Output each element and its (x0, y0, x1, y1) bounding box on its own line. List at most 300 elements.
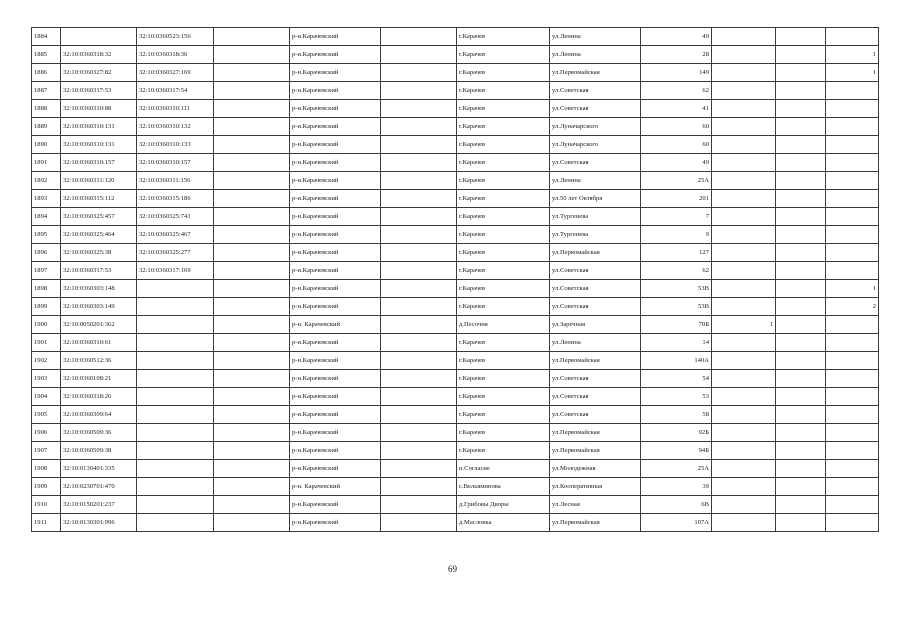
settlement-cell: г.Карачев (457, 172, 550, 190)
object-cadastral-number-cell: 32:10:0360325:741 (137, 208, 214, 226)
district-cell: р-н. Карачевский (290, 478, 381, 496)
empty-cell (776, 478, 826, 496)
empty-cell (381, 496, 457, 514)
cadastral-number-cell: 32:10:0360310:131 (61, 136, 137, 154)
settlement-cell: г.Карачев (457, 82, 550, 100)
empty-cell (214, 478, 290, 496)
street-cell: ул.Тургенева (550, 226, 641, 244)
empty-cell (776, 370, 826, 388)
object-cadastral-number-cell (137, 316, 214, 334)
row-number-cell: 1900 (32, 316, 61, 334)
street-cell: ул.Советская (550, 388, 641, 406)
empty-cell (214, 46, 290, 64)
table-row (32, 406, 879, 424)
row-number-cell: 1908 (32, 460, 61, 478)
cadastral-number-cell: 32:10:0360311:120 (61, 172, 137, 190)
house-number-cell: 58 (641, 406, 712, 424)
empty-cell (381, 370, 457, 388)
empty-cell (214, 190, 290, 208)
empty-cell (214, 244, 290, 262)
settlement-cell: п.Согласие (457, 460, 550, 478)
row-number-cell: 1896 (32, 244, 61, 262)
house-number-cell: 6В (641, 496, 712, 514)
cadastral-number-cell: 32:10:0360317:53 (61, 262, 137, 280)
apartment-number-cell (826, 208, 879, 226)
district-cell: р-н. Карачевский (290, 316, 381, 334)
extra-value-cell (712, 118, 776, 136)
street-cell: ул.Ленина (550, 28, 641, 46)
cadastral-number-cell: 32:10:0360309:64 (61, 406, 137, 424)
house-number-cell: 60 (641, 136, 712, 154)
extra-value-cell (712, 244, 776, 262)
table-row (32, 154, 879, 172)
table-row (32, 244, 879, 262)
house-number-cell: 149 (641, 64, 712, 82)
cadastral-number-cell (61, 28, 137, 46)
table-row (32, 226, 879, 244)
object-cadastral-number-cell (137, 334, 214, 352)
house-number-cell: 140А (641, 352, 712, 370)
apartment-number-cell (826, 460, 879, 478)
empty-cell (776, 226, 826, 244)
row-number-cell: 1904 (32, 388, 61, 406)
settlement-cell: г.Карачев (457, 190, 550, 208)
empty-cell (776, 154, 826, 172)
apartment-number-cell (826, 82, 879, 100)
table-row (32, 118, 879, 136)
object-cadastral-number-cell (137, 460, 214, 478)
object-cadastral-number-cell (137, 406, 214, 424)
extra-value-cell (712, 154, 776, 172)
settlement-cell: с.Вельяминова (457, 478, 550, 496)
street-cell: ул.Первомайская (550, 244, 641, 262)
apartment-number-cell (826, 406, 879, 424)
table-row (32, 28, 879, 46)
apartment-number-cell (826, 316, 879, 334)
district-cell: р-н.Карачевский (290, 514, 381, 532)
registry-table (31, 27, 879, 532)
street-cell: ул.Советская (550, 406, 641, 424)
empty-cell (214, 208, 290, 226)
object-cadastral-number-cell (137, 514, 214, 532)
empty-cell (381, 64, 457, 82)
settlement-cell: г.Карачев (457, 226, 550, 244)
extra-value-cell (712, 64, 776, 82)
house-number-cell: 53В (641, 280, 712, 298)
extra-value-cell (712, 406, 776, 424)
district-cell: р-н.Карачевский (290, 64, 381, 82)
table-row (32, 136, 879, 154)
empty-cell (776, 442, 826, 460)
object-cadastral-number-cell: 32:10:0360310:132 (137, 118, 214, 136)
empty-cell (776, 136, 826, 154)
extra-value-cell (712, 172, 776, 190)
house-number-cell: 53В (641, 298, 712, 316)
district-cell: р-н.Карачевский (290, 226, 381, 244)
table-row (32, 352, 879, 370)
apartment-number-cell (826, 172, 879, 190)
empty-cell (381, 154, 457, 172)
settlement-cell: г.Карачев (457, 28, 550, 46)
settlement-cell: г.Карачев (457, 334, 550, 352)
extra-value-cell (712, 46, 776, 64)
empty-cell (776, 190, 826, 208)
object-cadastral-number-cell (137, 424, 214, 442)
extra-value-cell (712, 424, 776, 442)
district-cell: р-н.Карачевский (290, 154, 381, 172)
settlement-cell: г.Карачев (457, 370, 550, 388)
cadastral-number-cell: 32:10:0130301:996 (61, 514, 137, 532)
empty-cell (214, 262, 290, 280)
house-number-cell: 107А (641, 514, 712, 532)
street-cell: ул.Луначарского (550, 136, 641, 154)
district-cell: р-н.Карачевский (290, 334, 381, 352)
empty-cell (381, 172, 457, 190)
row-number-cell: 1911 (32, 514, 61, 532)
empty-cell (776, 406, 826, 424)
cadastral-number-cell: 32:10:0360315:112 (61, 190, 137, 208)
apartment-number-cell (826, 388, 879, 406)
street-cell: ул.Советская (550, 298, 641, 316)
empty-cell (381, 262, 457, 280)
empty-cell (214, 352, 290, 370)
empty-cell (214, 298, 290, 316)
empty-cell (214, 136, 290, 154)
district-cell: р-н.Карачевский (290, 496, 381, 514)
apartment-number-cell (826, 442, 879, 460)
empty-cell (214, 64, 290, 82)
extra-value-cell: 1 (712, 316, 776, 334)
apartment-number-cell (826, 244, 879, 262)
house-number-cell: 14 (641, 334, 712, 352)
house-number-cell: 49 (641, 154, 712, 172)
row-number-cell: 1884 (32, 28, 61, 46)
apartment-number-cell (826, 226, 879, 244)
empty-cell (776, 28, 826, 46)
object-cadastral-number-cell (137, 370, 214, 388)
settlement-cell: г.Карачев (457, 100, 550, 118)
cadastral-number-cell: 32:10:0360327:82 (61, 64, 137, 82)
street-cell: ул.Первомайская (550, 514, 641, 532)
apartment-number-cell (826, 136, 879, 154)
cadastral-number-cell: 32:10:0360303:148 (61, 280, 137, 298)
apartment-number-cell: 2 (826, 298, 879, 316)
table-row (32, 172, 879, 190)
empty-cell (381, 226, 457, 244)
empty-cell (214, 118, 290, 136)
table-row (32, 478, 879, 496)
street-cell: ул.Заречная (550, 316, 641, 334)
cadastral-number-cell: 32:10:0360318:26 (61, 388, 137, 406)
table-row (32, 280, 879, 298)
empty-cell (381, 190, 457, 208)
extra-value-cell (712, 208, 776, 226)
cadastral-number-cell: 32:10:0360325:457 (61, 208, 137, 226)
extra-value-cell (712, 460, 776, 478)
empty-cell (776, 172, 826, 190)
row-number-cell: 1894 (32, 208, 61, 226)
cadastral-number-cell: 32:10:0360325:464 (61, 226, 137, 244)
row-number-cell: 1895 (32, 226, 61, 244)
row-number-cell: 1907 (32, 442, 61, 460)
house-number-cell: 62 (641, 262, 712, 280)
row-number-cell: 1897 (32, 262, 61, 280)
empty-cell (214, 370, 290, 388)
extra-value-cell (712, 190, 776, 208)
table-row (32, 460, 879, 478)
object-cadastral-number-cell: 32:10:0360318:36 (137, 46, 214, 64)
object-cadastral-number-cell (137, 352, 214, 370)
row-number-cell: 1887 (32, 82, 61, 100)
row-number-cell: 1902 (32, 352, 61, 370)
empty-cell (381, 514, 457, 532)
extra-value-cell (712, 100, 776, 118)
row-number-cell: 1903 (32, 370, 61, 388)
empty-cell (776, 352, 826, 370)
apartment-number-cell (826, 514, 879, 532)
apartment-number-cell (826, 424, 879, 442)
settlement-cell: г.Карачев (457, 424, 550, 442)
cadastral-number-cell: 32:10:0360108:21 (61, 370, 137, 388)
object-cadastral-number-cell: 32:10:0360325:467 (137, 226, 214, 244)
empty-cell (214, 514, 290, 532)
table-row (32, 424, 879, 442)
empty-cell (381, 244, 457, 262)
cadastral-number-cell: 32:10:0360509:38 (61, 442, 137, 460)
street-cell: ул.Лесная (550, 496, 641, 514)
district-cell: р-н.Карачевский (290, 460, 381, 478)
object-cadastral-number-cell (137, 478, 214, 496)
empty-cell (381, 298, 457, 316)
extra-value-cell (712, 28, 776, 46)
cadastral-number-cell: 32:10:0360325:38 (61, 244, 137, 262)
empty-cell (381, 280, 457, 298)
apartment-number-cell (826, 190, 879, 208)
empty-cell (214, 460, 290, 478)
row-number-cell: 1906 (32, 424, 61, 442)
apartment-number-cell: 1 (826, 280, 879, 298)
apartment-number-cell (826, 28, 879, 46)
empty-cell (776, 244, 826, 262)
cadastral-number-cell: 32:10:0130401:335 (61, 460, 137, 478)
empty-cell (381, 82, 457, 100)
street-cell: ул.Советская (550, 262, 641, 280)
settlement-cell: г.Карачев (457, 388, 550, 406)
house-number-cell: 127 (641, 244, 712, 262)
street-cell: ул.Первомайская (550, 352, 641, 370)
house-number-cell: 7 (641, 208, 712, 226)
extra-value-cell (712, 352, 776, 370)
empty-cell (214, 226, 290, 244)
district-cell: р-н.Карачевский (290, 406, 381, 424)
row-number-cell: 1888 (32, 100, 61, 118)
settlement-cell: г.Карачев (457, 262, 550, 280)
row-number-cell: 1889 (32, 118, 61, 136)
row-number-cell: 1886 (32, 64, 61, 82)
extra-value-cell (712, 226, 776, 244)
cadastral-number-cell: 32:10:0150201:237 (61, 496, 137, 514)
table-row (32, 316, 879, 334)
settlement-cell: г.Карачев (457, 64, 550, 82)
object-cadastral-number-cell: 32:10:0360325:277 (137, 244, 214, 262)
district-cell: р-н.Карачевский (290, 82, 381, 100)
apartment-number-cell (826, 352, 879, 370)
row-number-cell: 1892 (32, 172, 61, 190)
house-number-cell: 201 (641, 190, 712, 208)
cadastral-number-cell: 32:10:0360509:36 (61, 424, 137, 442)
object-cadastral-number-cell: 32:10:0360311:156 (137, 172, 214, 190)
extra-value-cell (712, 82, 776, 100)
object-cadastral-number-cell: 32:10:0360317:54 (137, 82, 214, 100)
row-number-cell: 1891 (32, 154, 61, 172)
empty-cell (214, 316, 290, 334)
empty-cell (776, 262, 826, 280)
empty-cell (214, 280, 290, 298)
house-number-cell: 60 (641, 118, 712, 136)
district-cell: р-н.Карачевский (290, 28, 381, 46)
settlement-cell: г.Карачев (457, 154, 550, 172)
street-cell: ул.Ленина (550, 334, 641, 352)
table-row (32, 190, 879, 208)
object-cadastral-number-cell: 32:10:0360317:169 (137, 262, 214, 280)
house-number-cell: 53 (641, 388, 712, 406)
empty-cell (381, 136, 457, 154)
empty-cell (381, 352, 457, 370)
object-cadastral-number-cell: 32:10:0360327:169 (137, 64, 214, 82)
cadastral-number-cell: 32:10:0360318:32 (61, 46, 137, 64)
empty-cell (214, 406, 290, 424)
empty-cell (381, 388, 457, 406)
street-cell: ул.Советская (550, 100, 641, 118)
settlement-cell: г.Карачев (457, 352, 550, 370)
settlement-cell: г.Карачев (457, 208, 550, 226)
cadastral-number-cell: 32:10:0360310:88 (61, 100, 137, 118)
page-number: 69 (448, 564, 457, 574)
house-number-cell: 41 (641, 100, 712, 118)
district-cell: р-н.Карачевский (290, 298, 381, 316)
house-number-cell: 94Б (641, 442, 712, 460)
table-row (32, 370, 879, 388)
district-cell: р-н.Карачевский (290, 280, 381, 298)
object-cadastral-number-cell: 32:10:0360315:186 (137, 190, 214, 208)
apartment-number-cell (826, 154, 879, 172)
extra-value-cell (712, 370, 776, 388)
empty-cell (214, 172, 290, 190)
settlement-cell: г.Карачев (457, 442, 550, 460)
house-number-cell: 9 (641, 226, 712, 244)
apartment-number-cell (826, 118, 879, 136)
object-cadastral-number-cell (137, 388, 214, 406)
object-cadastral-number-cell: 32:10:0360310:133 (137, 136, 214, 154)
empty-cell (214, 496, 290, 514)
apartment-number-cell: 1 (826, 64, 879, 82)
empty-cell (776, 208, 826, 226)
apartment-number-cell (826, 496, 879, 514)
empty-cell (776, 298, 826, 316)
district-cell: р-н.Карачевский (290, 136, 381, 154)
house-number-cell: 28 (641, 46, 712, 64)
object-cadastral-number-cell (137, 442, 214, 460)
street-cell: ул.Первомайская (550, 442, 641, 460)
district-cell: р-н.Карачевский (290, 262, 381, 280)
empty-cell (214, 424, 290, 442)
street-cell: ул.Ленина (550, 46, 641, 64)
district-cell: р-н.Карачевский (290, 244, 381, 262)
empty-cell (381, 406, 457, 424)
table-row (32, 388, 879, 406)
district-cell: р-н.Карачевский (290, 352, 381, 370)
table-row (32, 514, 879, 532)
table-row (32, 82, 879, 100)
row-number-cell: 1909 (32, 478, 61, 496)
empty-cell (214, 28, 290, 46)
extra-value-cell (712, 298, 776, 316)
table-row (32, 298, 879, 316)
house-number-cell: 39 (641, 478, 712, 496)
object-cadastral-number-cell: 32:10:0360310:157 (137, 154, 214, 172)
settlement-cell: г.Карачев (457, 244, 550, 262)
row-number-cell: 1893 (32, 190, 61, 208)
empty-cell (381, 334, 457, 352)
empty-cell (381, 46, 457, 64)
row-number-cell: 1885 (32, 46, 61, 64)
settlement-cell: д.Грибовы Дворы (457, 496, 550, 514)
street-cell: ул.Советская (550, 82, 641, 100)
district-cell: р-н.Карачевский (290, 424, 381, 442)
settlement-cell: г.Карачев (457, 406, 550, 424)
empty-cell (214, 154, 290, 172)
house-number-cell: 25А (641, 460, 712, 478)
empty-cell (381, 424, 457, 442)
apartment-number-cell: 1 (826, 46, 879, 64)
row-number-cell: 1898 (32, 280, 61, 298)
extra-value-cell (712, 136, 776, 154)
house-number-cell: 92Б (641, 424, 712, 442)
empty-cell (381, 28, 457, 46)
settlement-cell: г.Карачев (457, 136, 550, 154)
street-cell: ул.Кооперативная (550, 478, 641, 496)
table-row (32, 208, 879, 226)
settlement-cell: д.Масловка (457, 514, 550, 532)
empty-cell (381, 478, 457, 496)
house-number-cell: 70Б (641, 316, 712, 334)
street-cell: ул.Ленина (550, 172, 641, 190)
empty-cell (214, 388, 290, 406)
empty-cell (214, 334, 290, 352)
extra-value-cell (712, 478, 776, 496)
empty-cell (214, 442, 290, 460)
street-cell: ул.Тургенева (550, 208, 641, 226)
cadastral-number-cell: 32:10:0050201:362 (61, 316, 137, 334)
cadastral-number-cell: 32:10:0360310:131 (61, 118, 137, 136)
extra-value-cell (712, 514, 776, 532)
apartment-number-cell (826, 478, 879, 496)
empty-cell (381, 460, 457, 478)
street-cell: ул.Советская (550, 370, 641, 388)
cadastral-number-cell: 32:10:0360303:149 (61, 298, 137, 316)
apartment-number-cell (826, 370, 879, 388)
street-cell: ул.Первомайская (550, 424, 641, 442)
object-cadastral-number-cell (137, 496, 214, 514)
empty-cell (214, 82, 290, 100)
cadastral-number-cell: 32:10:0360512:36 (61, 352, 137, 370)
row-number-cell: 1901 (32, 334, 61, 352)
district-cell: р-н.Карачевский (290, 46, 381, 64)
empty-cell (776, 424, 826, 442)
extra-value-cell (712, 280, 776, 298)
street-cell: ул.Советская (550, 154, 641, 172)
apartment-number-cell (826, 334, 879, 352)
